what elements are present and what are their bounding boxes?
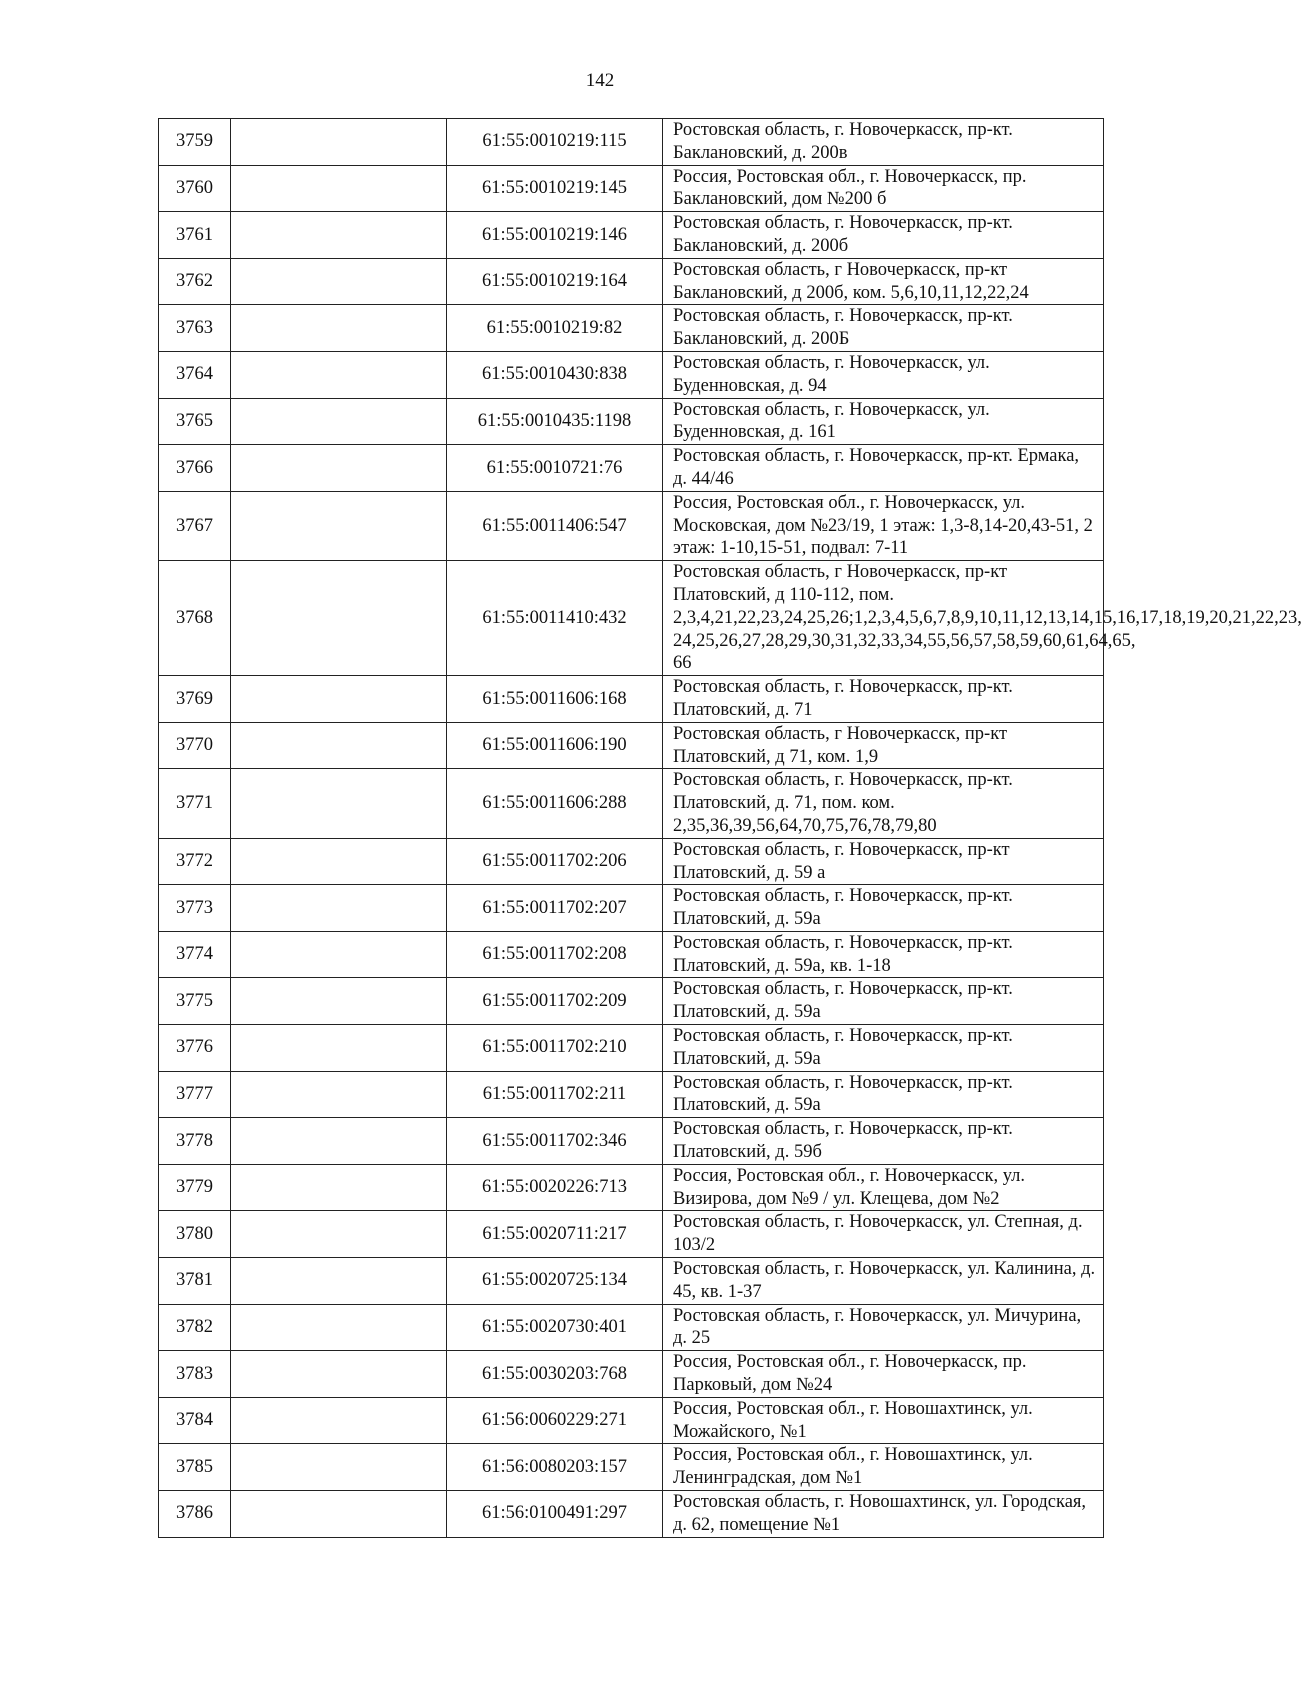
table-row [159, 1397, 1104, 1444]
empty-cell [231, 769, 447, 838]
cadastral-number-cell: 61:56:0080203:157 [447, 1444, 663, 1491]
row-number-cell: 3769 [159, 676, 231, 723]
address-cell: Россия, Ростовская обл., г. Новочеркасск, пр. Парковый, дом №24 [663, 1351, 1104, 1398]
row-number-cell: 3760 [159, 165, 231, 212]
cadastral-number-cell: 61:55:0011702:211 [447, 1071, 663, 1118]
row-number-cell: 3765 [159, 398, 231, 445]
address-cell: Ростовская область, г. Новочеркасск, пр-кт. Платовский, д. 59а [663, 1071, 1104, 1118]
row-number-cell: 3762 [159, 258, 231, 305]
cadastral-number-cell: 61:55:0020725:134 [447, 1258, 663, 1305]
row-number-cell: 3773 [159, 885, 231, 932]
row-number-cell: 3779 [159, 1164, 231, 1211]
cadastral-number-cell: 61:55:0011410:432 [447, 561, 663, 676]
table-row [159, 1304, 1104, 1351]
address-cell: Ростовская область, г. Новочеркасск, пр-кт. Платовский, д. 59а, кв. 1-18 [663, 931, 1104, 978]
address-cell: Ростовская область, г. Новочеркасск, ул. Буденновская, д. 94 [663, 351, 1104, 398]
table-row [159, 1444, 1104, 1491]
cadastral-number-cell: 61:55:0010219:164 [447, 258, 663, 305]
row-number-cell: 3778 [159, 1118, 231, 1165]
empty-cell [231, 561, 447, 676]
address-cell: Ростовская область, г. Новочеркасск, пр-кт. Баклановский, д. 200б [663, 212, 1104, 259]
empty-cell [231, 1211, 447, 1258]
row-number-cell: 3785 [159, 1444, 231, 1491]
address-cell: Ростовская область, г. Новошахтинск, ул. Городская, д. 62, помещение №1 [663, 1491, 1104, 1538]
row-number-cell: 3774 [159, 931, 231, 978]
empty-cell [231, 1025, 447, 1072]
address-cell: Россия, Ростовская обл., г. Новочеркасск, ул. Визирова, дом №9 / ул. Клещева, дом №2 [663, 1164, 1104, 1211]
empty-cell [231, 119, 447, 166]
cadastral-number-cell: 61:55:0010430:838 [447, 351, 663, 398]
row-number-cell: 3783 [159, 1351, 231, 1398]
address-cell: Ростовская область, г. Новочеркасск, пр-кт. Платовский, д. 59а [663, 885, 1104, 932]
table-body [159, 119, 1302, 1538]
address-cell: Ростовская область, г Новочеркасск, пр-кт Платовский, д 110-112, пом. 2,3,4,21,22,23,24,25,26;1,2,3,4,5,6,7,8,9,10,11,12,13,14,15,16,17,18,19,20,21,22,23, 24,25,26,27,28,29,30,31,32,33,34,55,56,57,58,59,60,61,64,65, 66 [663, 561, 1104, 676]
table-row [159, 445, 1104, 492]
row-number-cell: 3768 [159, 561, 231, 676]
empty-cell [231, 1444, 447, 1491]
cadastral-number-cell: 61:55:0010435:1198 [447, 398, 663, 445]
cadastral-number-cell: 61:55:0030203:768 [447, 1351, 663, 1398]
address-cell: Ростовская область, г. Новочеркасск, пр-кт. Платовский, д. 59а [663, 978, 1104, 1025]
address-cell: Россия, Ростовская обл., г. Новочеркасск, ул. Московская, дом №23/19, 1 этаж: 1,3-8,14-20,43-51, 2 этаж: 1-10,15-51, подвал: 7-11 [663, 491, 1104, 560]
row-number-cell: 3767 [159, 491, 231, 560]
table-row [159, 1491, 1104, 1538]
table-row [159, 165, 1104, 212]
cadastral-number-cell: 61:55:0020730:401 [447, 1304, 663, 1351]
row-number-cell: 3766 [159, 445, 231, 492]
table-row [159, 212, 1104, 259]
table-row [159, 1025, 1104, 1072]
table-row [159, 305, 1104, 352]
empty-cell [231, 885, 447, 932]
row-number-cell: 3782 [159, 1304, 231, 1351]
cadastral-number-cell: 61:55:0011702:209 [447, 978, 663, 1025]
address-cell: Ростовская область, г. Новочеркасск, ул. Калинина, д. 45, кв. 1-37 [663, 1258, 1104, 1305]
cadastral-number-cell: 61:55:0011606:288 [447, 769, 663, 838]
address-cell: Россия, Ростовская обл., г. Новошахтинск, ул. Ленинградская, дом №1 [663, 1444, 1104, 1491]
row-number-cell: 3776 [159, 1025, 231, 1072]
table-row [159, 1258, 1104, 1305]
address-cell: Россия, Ростовская обл., г. Новошахтинск, ул. Можайского, №1 [663, 1397, 1104, 1444]
address-cell: Россия, Ростовская обл., г. Новочеркасск, пр. Баклановский, дом №200 б [663, 165, 1104, 212]
address-cell: Ростовская область, г. Новочеркасск, пр-кт. Баклановский, д. 200в [663, 119, 1104, 166]
empty-cell [231, 165, 447, 212]
cadastral-number-cell: 61:55:0010219:82 [447, 305, 663, 352]
cadastral-number-cell: 61:55:0011606:190 [447, 722, 663, 769]
empty-cell [231, 978, 447, 1025]
table-row [159, 1351, 1104, 1398]
address-cell: Ростовская область, г. Новочеркасск, ул. Буденновская, д. 161 [663, 398, 1104, 445]
table-row [159, 1071, 1104, 1118]
property-registry-table [158, 118, 1302, 1538]
row-number-cell: 3764 [159, 351, 231, 398]
empty-cell [231, 351, 447, 398]
address-cell: Ростовская область, г. Новочеркасск, пр-кт. Ермака, д. 44/46 [663, 445, 1104, 492]
empty-cell [231, 491, 447, 560]
empty-cell [231, 838, 447, 885]
empty-cell [231, 1491, 447, 1538]
cadastral-number-cell: 61:55:0011702:207 [447, 885, 663, 932]
cadastral-number-cell: 61:55:0010219:145 [447, 165, 663, 212]
address-cell: Ростовская область, г Новочеркасск, пр-кт Баклановский, д 200б, ком. 5,6,10,11,12,22,24 [663, 258, 1104, 305]
cadastral-number-cell: 61:55:0020226:713 [447, 1164, 663, 1211]
table-row [159, 119, 1104, 166]
row-number-cell: 3770 [159, 722, 231, 769]
empty-cell [231, 305, 447, 352]
table-row [159, 838, 1104, 885]
table-row [159, 978, 1104, 1025]
row-number-cell: 3763 [159, 305, 231, 352]
address-cell: Ростовская область, г. Новочеркасск, пр-кт Платовский, д. 59 а [663, 838, 1104, 885]
cadastral-number-cell: 61:56:0060229:271 [447, 1397, 663, 1444]
address-cell: Ростовская область, г. Новочеркасск, пр-кт. Платовский, д. 59а [663, 1025, 1104, 1072]
empty-cell [231, 1118, 447, 1165]
row-number-cell: 3771 [159, 769, 231, 838]
table-row [159, 398, 1104, 445]
empty-cell [231, 445, 447, 492]
empty-cell [231, 1351, 447, 1398]
cadastral-number-cell: 61:55:0010219:115 [447, 119, 663, 166]
table-row [159, 491, 1104, 560]
table-row [159, 676, 1104, 723]
cadastral-number-cell: 61:55:0020711:217 [447, 1211, 663, 1258]
empty-cell [231, 1071, 447, 1118]
row-number-cell: 3784 [159, 1397, 231, 1444]
table-row [159, 1211, 1104, 1258]
cadastral-number-cell: 61:55:0011406:547 [447, 491, 663, 560]
empty-cell [231, 931, 447, 978]
address-cell: Ростовская область, г. Новочеркасск, пр-кт. Платовский, д. 71 [663, 676, 1104, 723]
cadastral-number-cell: 61:55:0011702:208 [447, 931, 663, 978]
table-row [159, 561, 1104, 676]
address-cell: Ростовская область, г. Новочеркасск, ул. Мичурина, д. 25 [663, 1304, 1104, 1351]
empty-cell [231, 1397, 447, 1444]
row-number-cell: 3777 [159, 1071, 231, 1118]
cadastral-number-cell: 61:55:0011702:206 [447, 838, 663, 885]
cadastral-number-cell: 61:56:0100491:297 [447, 1491, 663, 1538]
address-cell: Ростовская область, г Новочеркасск, пр-кт Платовский, д 71, ком. 1,9 [663, 722, 1104, 769]
empty-cell [231, 212, 447, 259]
row-number-cell: 3759 [159, 119, 231, 166]
table-row [159, 351, 1104, 398]
table-row [159, 769, 1104, 838]
empty-cell [231, 722, 447, 769]
empty-cell [231, 1258, 447, 1305]
row-number-cell: 3761 [159, 212, 231, 259]
empty-cell [231, 258, 447, 305]
cadastral-number-cell: 61:55:0010721:76 [447, 445, 663, 492]
address-cell: Ростовская область, г. Новочеркасск, пр-кт. Баклановский, д. 200Б [663, 305, 1104, 352]
empty-cell [231, 676, 447, 723]
row-number-cell: 3780 [159, 1211, 231, 1258]
table-row [159, 931, 1104, 978]
table-row [159, 1164, 1104, 1211]
cadastral-number-cell: 61:55:0011606:168 [447, 676, 663, 723]
table-row [159, 722, 1104, 769]
table-row [159, 1118, 1104, 1165]
empty-cell [231, 1304, 447, 1351]
page-number: 142 [585, 70, 615, 91]
address-cell: Ростовская область, г. Новочеркасск, ул. Степная, д. 103/2 [663, 1211, 1104, 1258]
table-row [159, 885, 1104, 932]
address-cell: Ростовская область, г. Новочеркасск, пр-кт. Платовский, д. 71, пом. ком. 2,35,36,39,56,64,70,75,76,78,79,80 [663, 769, 1104, 838]
row-number-cell: 3775 [159, 978, 231, 1025]
cadastral-number-cell: 61:55:0010219:146 [447, 212, 663, 259]
empty-cell [231, 398, 447, 445]
table-row [159, 258, 1104, 305]
row-number-cell: 3772 [159, 838, 231, 885]
row-number-cell: 3781 [159, 1258, 231, 1305]
row-number-cell: 3786 [159, 1491, 231, 1538]
empty-cell [231, 1164, 447, 1211]
address-cell: Ростовская область, г. Новочеркасск, пр-кт. Платовский, д. 59б [663, 1118, 1104, 1165]
cadastral-number-cell: 61:55:0011702:210 [447, 1025, 663, 1072]
cadastral-number-cell: 61:55:0011702:346 [447, 1118, 663, 1165]
